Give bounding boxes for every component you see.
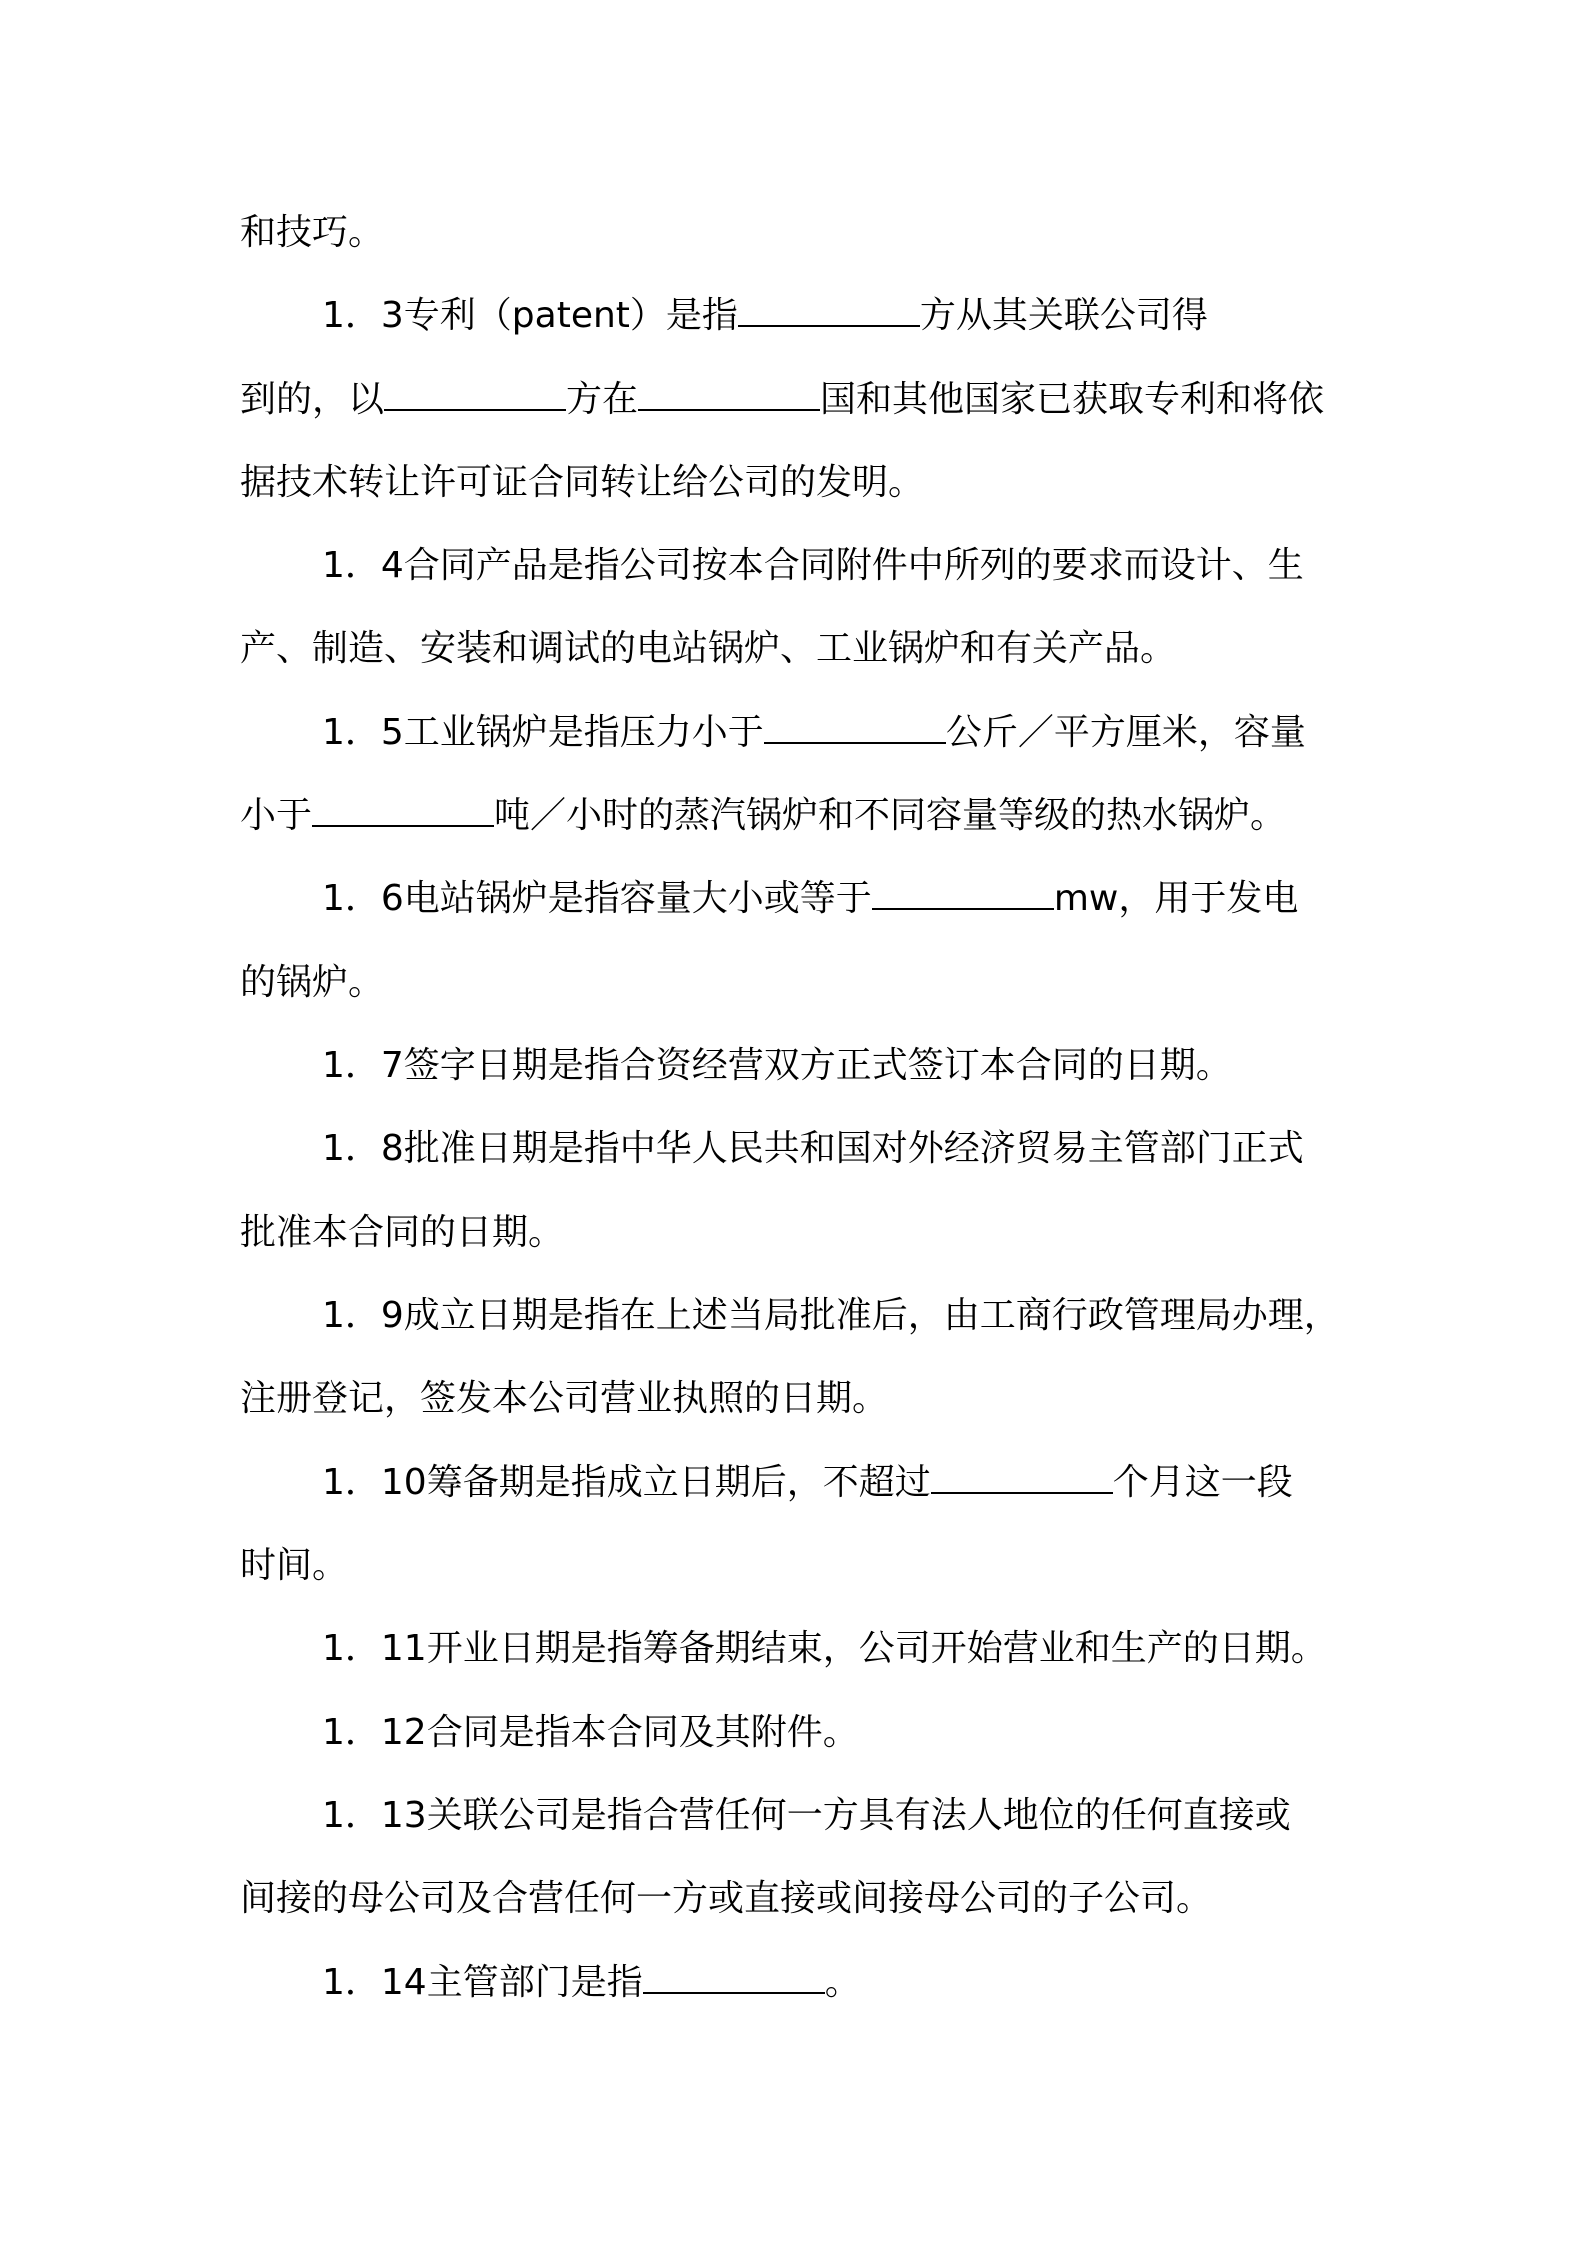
text-span: 据技术转让许可证合同转让给公司的发明。	[240, 462, 925, 503]
text-line-12	[322, 1124, 1442, 1174]
text-span: 到的，以	[240, 379, 385, 420]
text-line-21	[240, 1874, 1360, 1924]
blank-field[interactable]	[643, 1958, 825, 1994]
text-span: 1．10筹备期是指成立日期后，不超过	[322, 1462, 931, 1503]
text-line-20	[322, 1791, 1442, 1841]
text-span: 方从其关联公司得	[919, 295, 1208, 336]
text-line-16	[322, 1458, 1442, 1508]
text-line-7	[322, 708, 1442, 758]
text-line-13	[240, 1208, 1360, 1258]
text-line-4	[240, 458, 1360, 508]
text-line-5	[322, 541, 1442, 591]
text-span: 1．13关联公司是指合营任何一方具有法人地位的任何直接或	[322, 1795, 1291, 1836]
text-line-15	[240, 1374, 1360, 1424]
text-line-14	[322, 1291, 1442, 1341]
text-line-17	[240, 1541, 1360, 1591]
text-span: 1．9成立日期是指在上述当局批准后，由工商行政管理局办理，	[322, 1295, 1340, 1336]
text-line-18	[322, 1624, 1442, 1674]
blank-field[interactable]	[931, 1458, 1113, 1494]
blank-field[interactable]	[312, 791, 494, 827]
text-span: 1．8批准日期是指中华人民共和国对外经济贸易主管部门正式	[322, 1128, 1304, 1169]
text-span: 吨／小时的蒸汽锅炉和不同容量等级的热水锅炉。	[494, 795, 1287, 836]
text-span: 方在	[566, 379, 639, 420]
text-line-19	[322, 1708, 1442, 1758]
text-span: 1．4合同产品是指公司按本合同附件中所列的要求而设计、生	[322, 545, 1304, 586]
text-span: 。	[824, 1962, 861, 2003]
text-span: 的锅炉。	[240, 962, 385, 1003]
text-span: 间接的母公司及合营任何一方或直接或间接母公司的子公司。	[240, 1878, 1213, 1919]
blank-field[interactable]	[872, 874, 1054, 910]
blank-field[interactable]	[638, 375, 820, 411]
text-span: 1．7签字日期是指合资经营双方正式签订本合同的日期。	[322, 1045, 1232, 1086]
text-span: 1．11开业日期是指筹备期结束，公司开始营业和生产的日期。	[322, 1628, 1327, 1669]
text-line-2	[322, 291, 1442, 341]
text-line-11	[322, 1041, 1442, 1091]
text-span: 1．6电站锅炉是指容量大小或等于	[322, 878, 872, 919]
text-span: 和技巧。	[240, 212, 385, 253]
text-span: 公斤／平方厘米，容量	[945, 712, 1306, 753]
text-span: 注册登记，签发本公司营业执照的日期。	[240, 1378, 889, 1419]
text-span: 个月这一段	[1112, 1462, 1293, 1503]
text-span: 1．14主管部门是指	[322, 1962, 643, 2003]
text-span: 产、制造、安装和调试的电站锅炉、工业锅炉和有关产品。	[240, 628, 1177, 669]
blank-field[interactable]	[738, 291, 920, 327]
text-line-9	[322, 874, 1442, 924]
blank-field[interactable]	[384, 375, 566, 411]
text-span: 1．5工业锅炉是指压力小于	[322, 712, 764, 753]
text-span: mw，用于发电	[1053, 878, 1299, 919]
text-span: 国和其他国家已获取专利和将依	[820, 379, 1325, 420]
text-span: 时间。	[240, 1545, 349, 1586]
text-line-3	[240, 375, 1360, 425]
text-line-10	[240, 958, 1360, 1008]
blank-field[interactable]	[764, 708, 946, 744]
text-span: 1．12合同是指本合同及其附件。	[322, 1712, 859, 1753]
text-line-1	[240, 208, 1360, 258]
text-span: 小于	[240, 795, 313, 836]
text-line-8	[240, 791, 1360, 841]
text-span: 1．3专利（patent）是指	[322, 295, 738, 336]
text-line-6	[240, 624, 1360, 674]
text-span: 批准本合同的日期。	[240, 1212, 565, 1253]
text-line-22	[322, 1958, 1442, 2008]
